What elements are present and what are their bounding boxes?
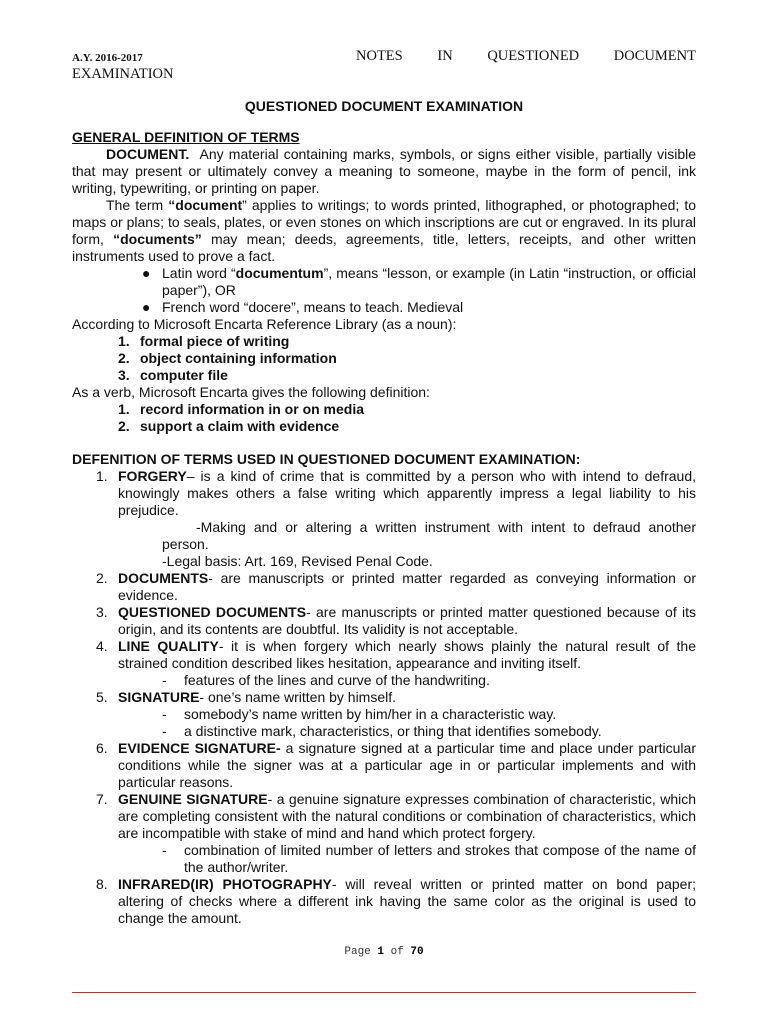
text-run: ” applies to writings; to words printed, lithographed, or photographed; to maps or plans; to seals, plates, or even stones on which inscriptions are cut or engraved. In its plural form,	[72, 197, 696, 247]
term-label: SIGNATURE	[118, 689, 200, 705]
text-run: The term	[106, 197, 169, 213]
list-number: 3.	[118, 367, 130, 383]
term-definition: – is a kind of crime that is committed by a person who with intend to defraud, knowingly makes others a false writing which apparently impress a legal liability to his prejudice.	[118, 468, 696, 518]
text-run: ”, means “lesson, or example (in Latin “instruction, or official paper”), OR	[162, 265, 696, 298]
term-label: DOCUMENTS	[118, 570, 209, 586]
list-number: 5.	[96, 689, 108, 705]
header-title-word: QUESTIONED	[487, 48, 580, 64]
term-definition: - are manuscripts or printed matter regarded as conveying information or evidence.	[118, 570, 696, 603]
term-definition: a signature signed at a particular time and place under particular conditions while the signer was at a particular age in or particular implements and with particular reasons.	[118, 740, 696, 790]
list-item	[72, 333, 696, 350]
term-legal-basis: -Legal basis: Art. 169, Revised Penal Code.	[162, 553, 433, 569]
noun-definition-list	[72, 333, 696, 384]
definition-text: Any material containing marks, symbols, or signs either visible, partially visible that may present or ultimately convey a meaning to someone, maybe in the form of pencil, ink writing, typewriting, or printing on paper.	[72, 146, 697, 196]
term-label: INFRARED(IR) PHOTOGRAPHY	[118, 876, 332, 892]
list-number: 2.	[118, 350, 130, 366]
term-document: DOCUMENT.	[106, 146, 190, 162]
list-number: 1.	[118, 333, 130, 349]
text-run: French word “docere”, means to teach. Medieval	[162, 299, 464, 315]
dash-item-text: features of the lines and curve of the handwriting.	[184, 672, 490, 688]
term-definition: - a genuine signature expresses combination of characteristic, which are completing consistent with the natural conditions or combination of characteristics, which are incompatible with stake of mind and hand which protect forgery.	[118, 791, 696, 841]
term-definition: - one’s name written by himself.	[199, 689, 397, 705]
list-item	[72, 350, 696, 367]
list-item	[72, 367, 696, 384]
list-number: 8.	[96, 876, 108, 892]
list-number: 1.	[118, 401, 130, 417]
dash-item-text: somebody’s name written by him/her in a characteristic way.	[184, 706, 557, 722]
dash-marker: -	[162, 672, 167, 688]
term-label: FORGERY	[118, 468, 187, 484]
term-label: QUESTIONED DOCUMENTS	[118, 604, 307, 620]
page-total: 70	[410, 946, 424, 958]
list-item-text: object containing information	[140, 350, 337, 366]
page-of-label: of	[390, 946, 404, 958]
list-item-text: record information in or on media	[140, 401, 365, 417]
dash-item	[118, 842, 696, 876]
dash-item-text: a distinctive mark, characteristics, or thing that identifies somebody.	[184, 723, 602, 739]
page-footer	[0, 946, 768, 958]
page-number: 1	[377, 946, 384, 958]
text-run-bold: documentum	[235, 265, 324, 281]
term-definition: - are manuscripts or printed matter questioned because of its origin, and its contents are doubtful. Its validity is not acceptable.	[118, 604, 696, 637]
dash-marker: -	[162, 842, 167, 858]
term-item-evidence-signature	[72, 740, 696, 791]
term-label: GENUINE SIGNATURE	[118, 791, 268, 807]
text-run-bold: “document	[168, 197, 243, 213]
term-item-genuine-signature	[72, 791, 696, 876]
header-title	[356, 48, 696, 65]
list-number: 2.	[118, 418, 130, 434]
bullet-list	[72, 265, 696, 316]
list-number: 3.	[96, 604, 108, 620]
bullet-icon: ●	[142, 299, 151, 315]
terms-list	[72, 468, 696, 927]
document-body	[72, 98, 696, 927]
header-title-line2: EXAMINATION	[72, 66, 174, 82]
page-title: QUESTIONED DOCUMENT EXAMINATION	[244, 98, 524, 114]
bullet-item	[72, 299, 696, 316]
footer-divider	[72, 992, 696, 993]
text-run: Latin word “	[162, 265, 236, 281]
academic-year: A.Y. 2016-2017	[72, 52, 143, 64]
bullet-item	[72, 265, 696, 299]
header-title-word: NOTES	[356, 48, 403, 64]
list-item-text: support a claim with evidence	[140, 418, 340, 434]
list-number: 2.	[96, 570, 108, 586]
term-item-infrared-photography	[72, 876, 696, 927]
list-item-text: formal piece of writing	[140, 333, 290, 349]
list-number: 6.	[96, 740, 108, 756]
text-run-bold: “documents”	[113, 231, 202, 247]
dash-marker: -	[162, 723, 167, 739]
header-title-word: IN	[437, 48, 453, 64]
term-subnote: -Making and or altering a written instrument with intent to defraud another person.	[162, 519, 696, 552]
term-label: EVIDENCE SIGNATURE-	[118, 740, 281, 756]
term-item-signature	[72, 689, 696, 740]
term-item-line-quality	[72, 638, 696, 689]
term-label: LINE QUALITY	[118, 638, 219, 654]
paragraph-document-term	[72, 197, 696, 265]
dash-marker: -	[162, 706, 167, 722]
bullet-icon: ●	[142, 265, 151, 281]
dash-item	[118, 672, 696, 689]
list-item	[72, 418, 696, 435]
dash-item-text: combination of limited number of letters and strokes that compose of the name of the author/writer.	[184, 842, 696, 875]
paragraph-document-def	[72, 146, 696, 197]
list-number: 1.	[96, 468, 108, 484]
term-item-questioned-documents	[72, 604, 696, 638]
term-item-forgery	[72, 468, 696, 570]
list-number: 7.	[96, 791, 108, 807]
section-heading-terms: DEFENITION OF TERMS USED IN QUESTIONED DOCUMENT EXAMINATION:	[72, 451, 581, 467]
list-item	[72, 401, 696, 418]
page-label: Page	[344, 946, 371, 958]
section-heading-general: GENERAL DEFINITION OF TERMS	[72, 129, 300, 145]
list-number: 4.	[96, 638, 108, 654]
term-definition: - it is when forgery which nearly shows plainly the natural result of the strained condition described likes hesitation, appearance and inviting itself.	[118, 638, 696, 671]
list-item-text: computer file	[140, 367, 228, 383]
header-title-word: DOCUMENT	[613, 48, 696, 64]
term-definition: - will reveal written or printed matter on bond paper; altering of checks where a different ink having the same color as the original is used to change the amount.	[118, 876, 696, 926]
text-run: may mean; deeds, agreements, title, letters, receipts, and other written instruments used to prove a fact.	[72, 231, 697, 264]
dash-item	[118, 723, 696, 740]
verb-definition-list	[72, 401, 696, 435]
encarta-verb-intro: As a verb, Microsoft Encarta gives the following definition:	[72, 384, 430, 400]
encarta-noun-intro: According to Microsoft Encarta Reference Library (as a noun):	[72, 316, 457, 332]
dash-item	[118, 706, 696, 723]
term-item-documents	[72, 570, 696, 604]
